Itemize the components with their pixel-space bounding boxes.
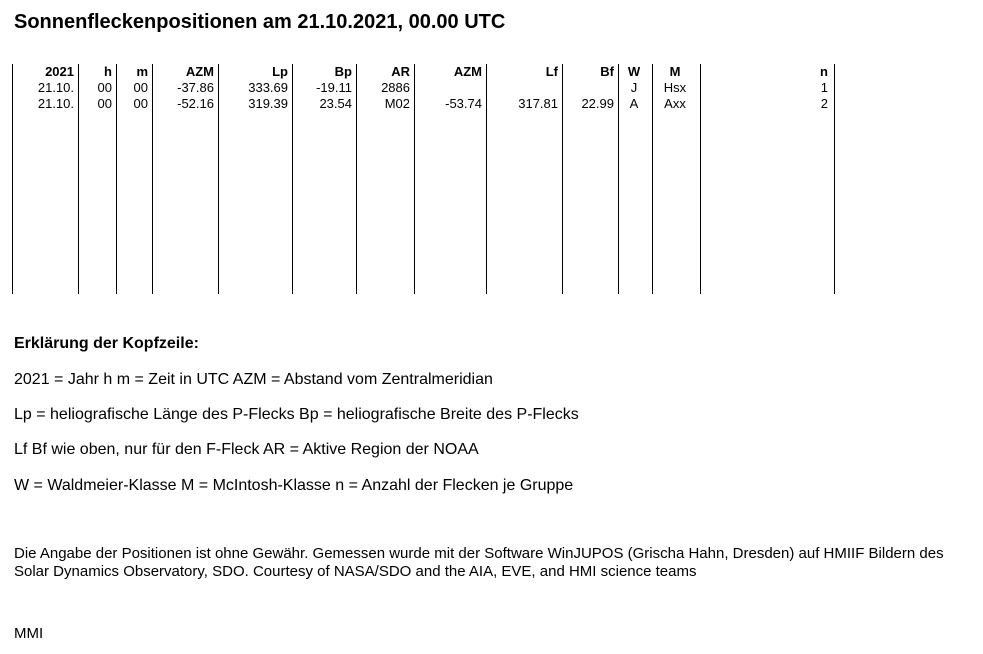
cell-lf: 317.81	[518, 96, 558, 111]
header-azm-f: AZM	[453, 64, 482, 79]
header-lp: Lp	[272, 64, 288, 79]
cell-ar: 2886	[381, 80, 410, 95]
column-divider	[356, 64, 357, 294]
legend-line: Lp = heliografische Länge des P-Flecks Bp = heliografische Breite des P-Flecks	[14, 406, 579, 423]
cell-waldmeier: A	[629, 96, 639, 111]
column-divider	[152, 64, 153, 294]
legend-heading: Erklärung der Kopfzeile:	[14, 335, 199, 352]
cell-lp: 333.69	[248, 80, 288, 95]
column-divider	[652, 64, 653, 294]
cell-bp: 23.54	[319, 96, 352, 111]
legend-line: 2021 = Jahr h m = Zeit in UTC AZM = Abstand vom Zentralmeridian	[14, 371, 493, 388]
cell-azm-p: -52.16	[177, 96, 214, 111]
header-lf: Lf	[545, 64, 558, 79]
legend-line: W = Waldmeier-Klasse M = McIntosh-Klasse n = Anzahl der Flecken je Gruppe	[14, 477, 574, 494]
header-year: 2021	[45, 64, 74, 79]
column-divider	[116, 64, 117, 294]
cell-lp: 319.39	[248, 96, 288, 111]
page-title: Sonnenfleckenpositionen am 21.10.2021, 00.00 UTC	[14, 11, 506, 33]
cell-waldmeier: J	[630, 80, 638, 95]
cell-mcintosh: Hsx	[663, 80, 687, 95]
header-mcintosh: M	[669, 64, 681, 79]
column-divider	[486, 64, 487, 294]
cell-count: 1	[820, 80, 828, 95]
cell-hour: 00	[97, 96, 112, 111]
column-divider	[414, 64, 415, 294]
signature: MMI	[14, 625, 44, 642]
cell-mcintosh: Axx	[664, 96, 686, 111]
sunspot-table	[12, 64, 836, 294]
legend-line: Lf Bf wie oben, nur für den F-Fleck AR = Aktive Region der NOAA	[14, 441, 479, 458]
cell-hour: 00	[97, 80, 112, 95]
cell-ar: M02	[384, 96, 410, 111]
column-divider	[618, 64, 619, 294]
header-waldmeier: W	[627, 64, 641, 79]
header-hour: h	[104, 64, 112, 79]
disclaimer-text: Die Angabe der Positionen ist ohne Gewähr. Gemessen wurde mit der Software WinJUPOS (Grischa Hahn, Dresden) auf HMIIF Bildern des Solar Dynamics Observatory, SDO. Courtesy of NASA/SDO and the AIA, EVE, and HMI science teams	[14, 545, 944, 580]
cell-bp: -19.11	[316, 80, 352, 95]
header-count: n	[820, 64, 828, 79]
header-bf: Bf	[600, 64, 614, 79]
cell-count: 2	[820, 96, 828, 111]
column-divider	[834, 64, 835, 294]
header-ar: AR	[391, 64, 410, 79]
column-divider	[12, 64, 13, 294]
cell-minute: 00	[133, 96, 148, 111]
cell-bf: 22.99	[581, 96, 614, 111]
column-divider	[700, 64, 701, 294]
cell-azm-p: -37.86	[177, 80, 214, 95]
cell-minute: 00	[133, 80, 148, 95]
column-divider	[218, 64, 219, 294]
header-bp: Bp	[334, 64, 352, 79]
header-azm-p: AZM	[185, 64, 214, 79]
cell-year: 21.10.	[37, 80, 74, 95]
column-divider	[562, 64, 563, 294]
cell-year: 21.10.	[37, 96, 74, 111]
cell-azm-f: -53.74	[445, 96, 482, 111]
header-minute: m	[136, 64, 148, 79]
column-divider	[292, 64, 293, 294]
column-divider	[78, 64, 79, 294]
